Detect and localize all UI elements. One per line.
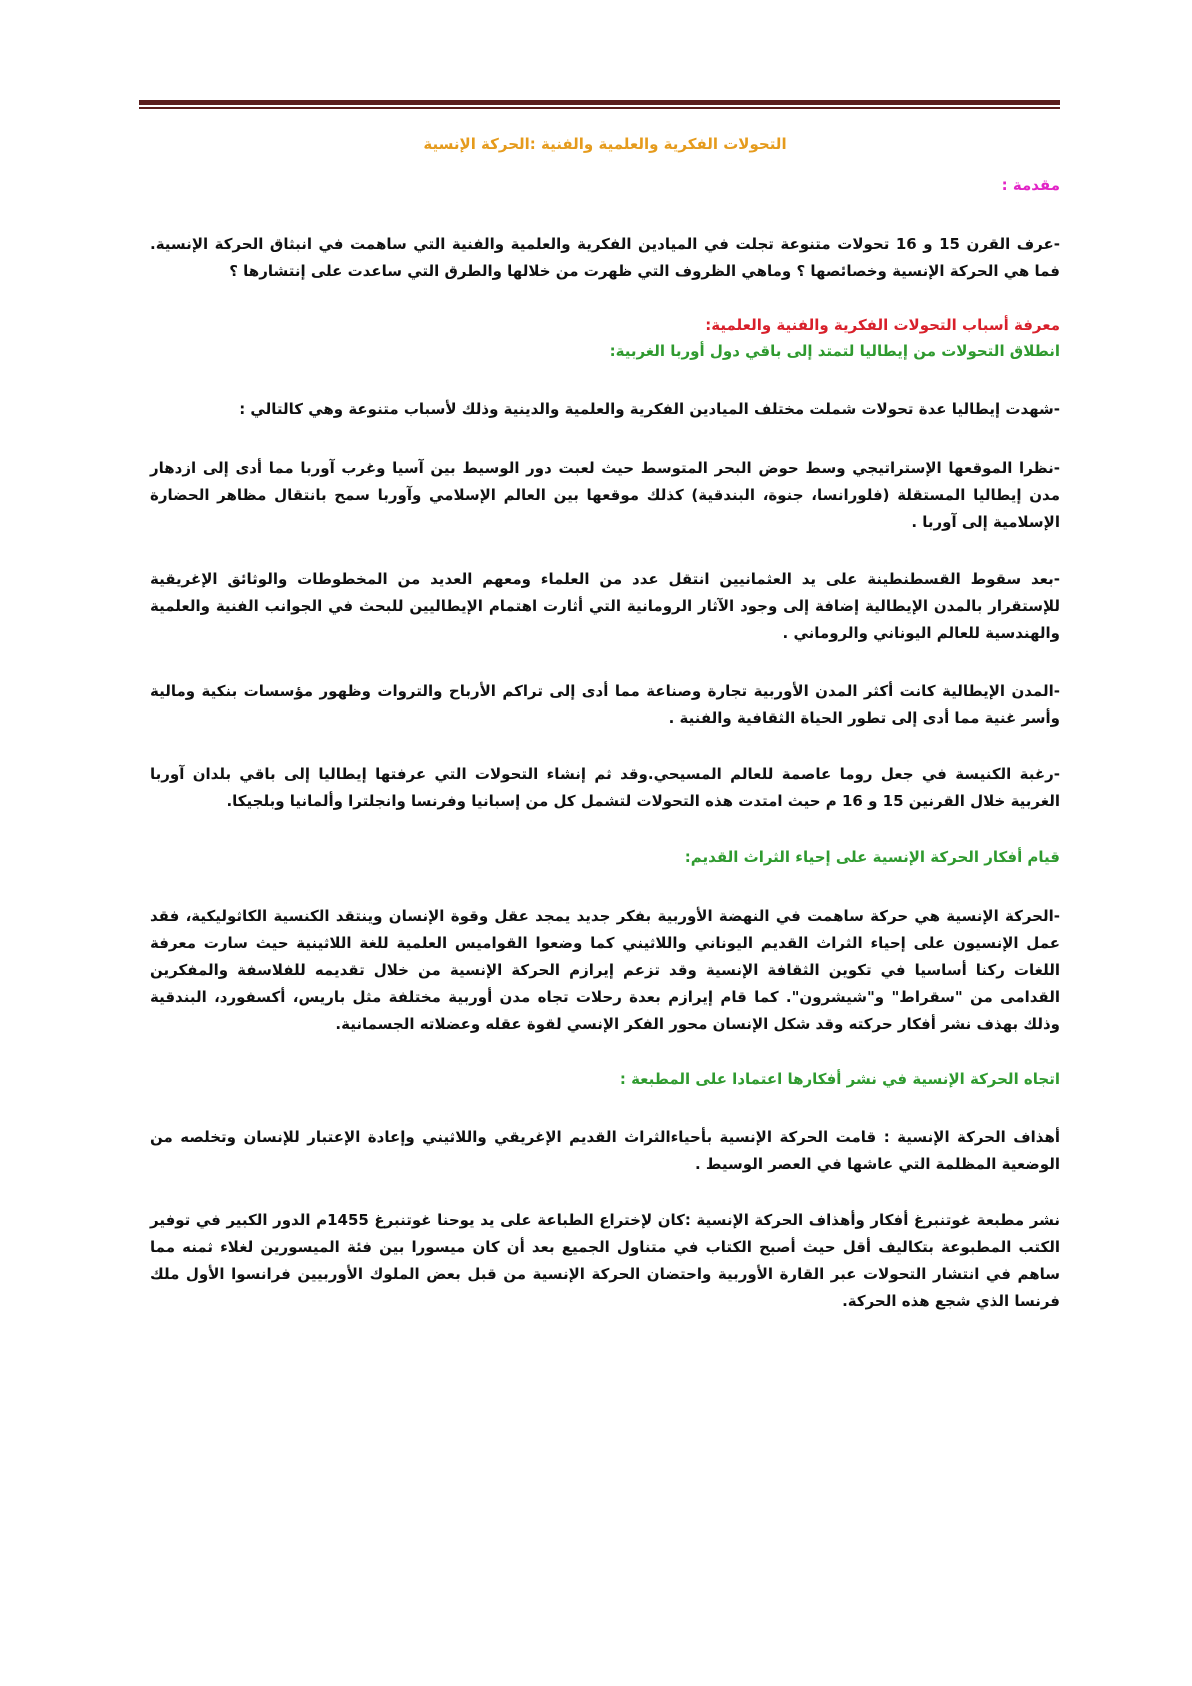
document-title: التحولات الفكرية والعلمية والفنية :الحركة الإنسية <box>423 135 787 153</box>
header-rule <box>139 100 1060 109</box>
spread-heading: انطلاق التحولات من إيطاليا لتمتد إلى باقي دول أوربا الغربية: <box>609 342 1060 360</box>
printing-heading: اتجاه الحركة الإنسية في نشر أفكارها اعتمادا على المطبعة : <box>619 1070 1060 1088</box>
paragraph-italy-witnessed: -شهدت إيطاليا عدة تحولات شملت مختلف الميادين الفكرية والعلمية والدينية وذلك لأسباب متنوعة وهي كالتالي : <box>239 400 1060 418</box>
paragraph-goals: أهذاف الحركة الإنسية : قامت الحركة الإنسية بأحياءالثراث القديم الإغريقي واللاثيني وإعادة الإعتبار للإنسان وتخلصه من الوضعية المظلمة التي عاشها في العصر الوسيط . <box>150 1128 1060 1173</box>
paragraph-church: -رغبة الكنيسة في جعل روما عاصمة للعالم المسيحي.وقد ثم إنشاء التحولات التي عرفتها إيطاليا إلى باقي بلدان آوربا الغربية خلال القرنين 15 و 16 م حيث امتدت هذه التحولات لتشمل كل من إسبانيا وفرنسا وانجلترا وألمانيا وبلجيكا. <box>150 765 1060 810</box>
paragraph-constantinople: -بعد سقوط القسطنطينة على يد العثمانيين انتقل عدد من العلماء ومعهم العديد من المخطوطات والوثائق الإغريقية للإستقرار بالمدن الإيطالية إضافة إلى وجود الآثار الرومانية التي أثارت اهتمام الإيطاليين للبحث في الجوانب الفنية والعلمية والهندسية للعالم اليوناني والروماني . <box>150 570 1060 642</box>
intro-paragraph: -عرف القرن 15 و 16 تحولات متنوعة تجلت في الميادين الفكرية والعلمية والفنية التي ساهمت في انبثاق الحركة الإنسية. فما هي الحركة الإنسية وخصائصها ؟ وماهي الظروف التي ظهرت من خلالها والطرق التي ساعدت على إنتشارها ؟ <box>150 235 1060 280</box>
paragraph-location: -نظرا الموقعها الإستراتيجي وسط حوض البحر المتوسط حيث لعبت دور الوسيط بين آسيا وغرب آوربا مما أدى إلى ازدهار مدن إيطاليا المستقلة (فلورانسا، جنوة، البندقية) كذلك موقعها بين العالم الإسلامي وآوربا سمح بانتقال مظاهر الحضارة الإسلامية إلى آوربا . <box>150 459 1060 531</box>
ideas-heading: قيام أفكار الحركة الإنسية على إحياء الثراث القديم: <box>684 848 1060 866</box>
paragraph-gutenberg: نشر مطبعة غوتنبرغ أفكار وأهذاف الحركة الإنسية :كان لإختراع الطباعة على يد يوحنا غوتنبرغ 1455م الدور الكبير في توفير الكتب المطبوعة بتكاليف أقل حيث أصبح الكتاب في متناول الجميع بعد أن كان ميسورا بين فئة الميسورين لغلاء ثمنه مما ساهم في انتشار التحولات عبر القارة الأوربية واحتضان الحركة الإنسية من قبل بعض الملوك الأوربيين فرانسوا الأول ملك فرنسا الذي شجع هذه الحركة. <box>150 1211 1060 1310</box>
intro-heading: مقدمة : <box>1001 176 1060 194</box>
causes-heading: معرفة أسباب التحولات الفكرية والفنية والعلمية: <box>705 316 1060 334</box>
paragraph-humanism: -الحركة الإنسية هي حركة ساهمت في النهضة الأوربية بفكر جديد يمجد عقل وقوة الإنسان وينتقد الكنسية الكاثوليكية، فقد عمل الإنسيون على إحياء الثراث القديم اليوناني واللاثيني كما وضعوا القواميس العلمية للغة اللاثينية حيث سارت معرفة اللغات ركنا أساسيا في تكوين الثقافة الإنسية وقد تزعم إيرازم الحركة الإنسية من خلال تقديمه للفلاسفة والمفكرين القدامى من "سقراط" و"شيشرون". كما قام إيرازم بعدة رحلات تجاه مدن أوربية مختلفة مثل باريس، أكسفورد، البندقية وذلك بهذف نشر أفكار حركته وقد شكل الإنسان محور الفكر الإنسي لقوة عقله وعضلاته الجسمانية. <box>150 907 1060 1033</box>
paragraph-cities: -المدن الإيطالية كانت أكثر المدن الأوربية تجارة وصناعة مما أدى إلى تراكم الأرباح والتروات وظهور مؤسسات بنكية ومالية وأسر غنية مما أدى إلى تطور الحياة الثقافية والفنية . <box>150 682 1060 727</box>
header-rule-thin <box>139 107 1060 109</box>
